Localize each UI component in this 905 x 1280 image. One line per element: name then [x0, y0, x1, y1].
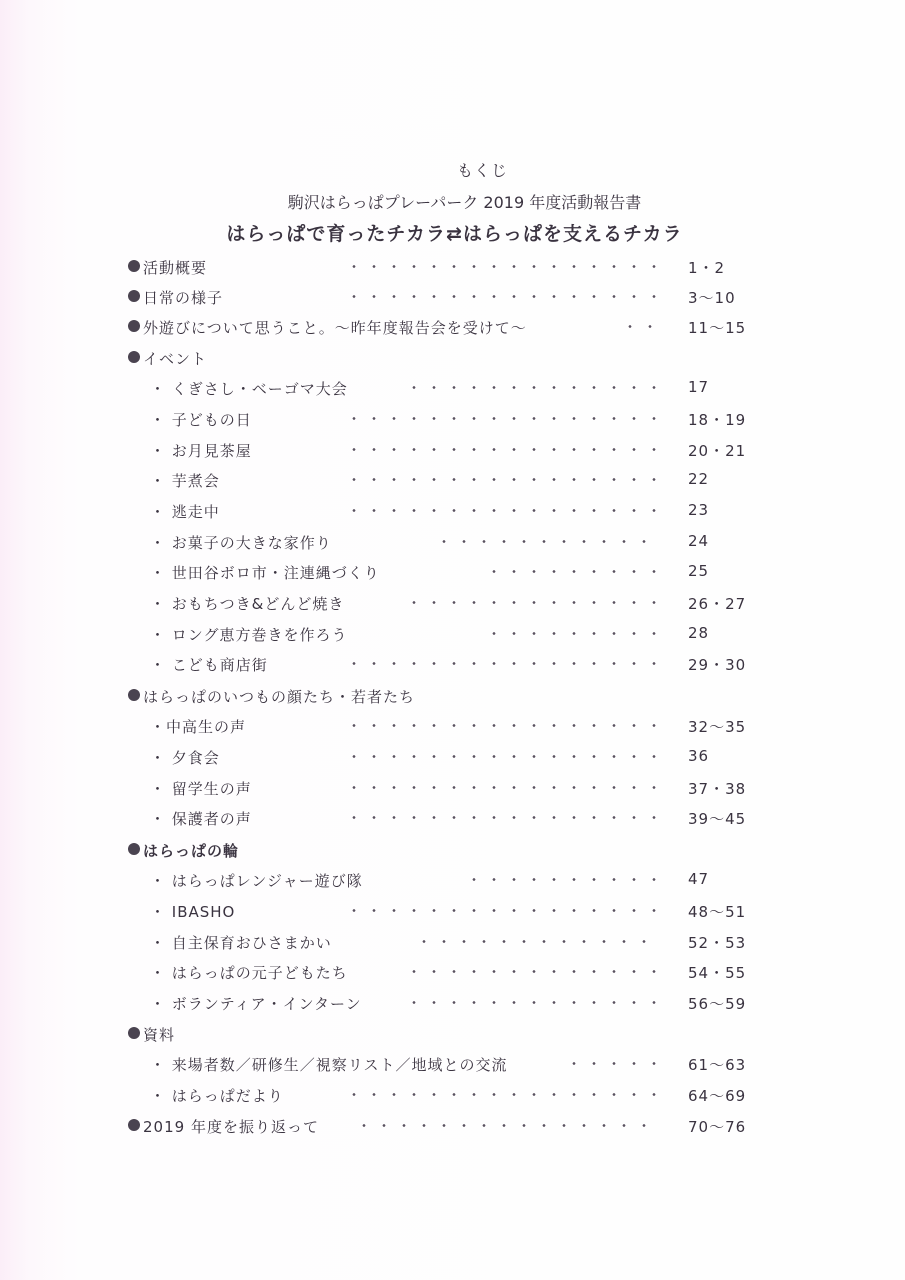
toc-section-label: 資料 — [143, 1026, 176, 1044]
toc-section-faces — [0, 684, 905, 708]
leader-dots — [414, 940, 660, 943]
leader-dots — [344, 265, 660, 268]
toc-entry — [0, 468, 905, 492]
toc-section-label: はらっぱの輪 — [143, 842, 240, 860]
toc-entry-label: 外遊びについて思うこと。～昨年度報告会を受けて～ — [143, 319, 527, 337]
leader-dots — [344, 909, 660, 912]
toc-entry-reflection — [0, 1114, 905, 1138]
toc-entry-pages: 1・2 — [688, 259, 726, 277]
toc-entry-label: ・ 保護者の声 — [150, 810, 252, 828]
toc-entry-pages: 54・55 — [688, 964, 747, 982]
toc-entry-label: ・ 自主保育おひさまかい — [150, 934, 332, 952]
leader-dots — [404, 1001, 660, 1004]
bullet-icon — [128, 843, 140, 855]
leader-dots — [564, 1062, 660, 1065]
toc-entry-label: 2019 年度を振り返って — [143, 1118, 319, 1136]
toc-entry-label: ・ おもちつき&どんど焼き — [150, 595, 345, 613]
bullet-icon — [128, 320, 140, 332]
bullet-icon — [128, 689, 140, 701]
toc-entry — [0, 899, 905, 923]
leader-dots — [434, 540, 660, 543]
toc-entry-label: ・ 芋煮会 — [150, 472, 220, 490]
toc-section-events — [0, 346, 905, 370]
toc-entry — [0, 868, 905, 892]
toc-entry-pages: 11～15 — [688, 319, 747, 337]
toc-entry-label: ・ お菓子の大きな家作り — [150, 534, 332, 552]
toc-entry-pages: 25 — [688, 562, 710, 580]
toc-entry-label: ・ こども商店街 — [150, 656, 268, 674]
toc-entry-label: ・ はらっぱの元子どもたち — [150, 964, 348, 982]
toc-entry-label: ・ くぎさし・ベーゴマ大会 — [150, 380, 348, 398]
toc-entry — [0, 376, 905, 400]
toc-section-label: イベント — [143, 350, 208, 368]
toc-entry-pages: 26・27 — [688, 595, 747, 613]
leader-dots — [354, 1124, 660, 1127]
toc-entry-pages: 36 — [688, 747, 710, 765]
toc-entry-pages: 18・19 — [688, 411, 747, 429]
toc-entry — [0, 530, 905, 554]
toc-entry-pages: 61～63 — [688, 1056, 747, 1074]
leader-dots — [344, 509, 660, 512]
leader-dots — [344, 662, 660, 665]
toc-entry — [0, 1083, 905, 1107]
toc-entry-activity-overview — [0, 255, 905, 279]
toc-entry-pages: 3～10 — [688, 289, 736, 307]
toc-entry — [0, 806, 905, 830]
toc-entry-label: ・ 夕食会 — [150, 749, 220, 767]
toc-entry-pages: 22 — [688, 470, 710, 488]
leader-dots — [484, 570, 660, 573]
toc-entry-label: ・ はらっぱだより — [150, 1087, 284, 1105]
toc-entry — [0, 560, 905, 584]
leader-dots — [344, 816, 660, 819]
toc-entry — [0, 776, 905, 800]
toc-entry-pages: 28 — [688, 624, 710, 642]
toc-entry — [0, 407, 905, 431]
toc-entry — [0, 499, 905, 523]
leader-dots — [344, 755, 660, 758]
toc-section-circle — [0, 838, 905, 862]
leader-dots — [344, 1093, 660, 1096]
toc-section-materials — [0, 1022, 905, 1046]
toc-entry-label: ・ 来場者数／研修生／視察リスト／地域との交流 — [150, 1056, 508, 1074]
toc-entry — [0, 1052, 905, 1076]
toc-entry-pages: 52・53 — [688, 934, 747, 952]
leader-dots — [404, 601, 660, 604]
toc-entry-pages: 32～35 — [688, 718, 747, 736]
leader-dots — [344, 417, 660, 420]
toc-entry-label: ・ 世田谷ボロ市・注連縄づくり — [150, 564, 380, 582]
toc-entry-label: ・ 逃走中 — [150, 503, 220, 521]
toc-entry-label: ・ ボランティア・インターン — [150, 995, 362, 1013]
toc-entry-pages: 17 — [688, 378, 710, 396]
leader-dots — [344, 786, 660, 789]
toc-entry-outdoor-play — [0, 315, 905, 339]
toc-entry-pages: 23 — [688, 501, 710, 519]
toc-entry-pages: 47 — [688, 870, 710, 888]
toc-entry-pages: 20・21 — [688, 442, 747, 460]
toc-entry-label: ・ はらっぱレンジャー遊び隊 — [150, 872, 363, 890]
bullet-icon — [128, 260, 140, 272]
toc-entry-label: 活動概要 — [143, 259, 208, 277]
bullet-icon — [128, 290, 140, 302]
report-theme: はらっぱで育ったチカラ⇄はらっぱを支えるチカラ — [226, 223, 683, 245]
toc-entry — [0, 960, 905, 984]
toc-entry — [0, 991, 905, 1015]
toc-entry — [0, 930, 905, 954]
toc-entry-pages: 37・38 — [688, 780, 747, 798]
toc-entry — [0, 745, 905, 769]
bullet-icon — [128, 1119, 140, 1131]
toc-entry-pages: 24 — [688, 532, 710, 550]
leader-dots — [404, 970, 660, 973]
toc-entry-label: ・ 留学生の声 — [150, 780, 252, 798]
bullet-icon — [128, 351, 140, 363]
toc-entry-daily-life — [0, 285, 905, 309]
leader-dots — [484, 632, 660, 635]
contents-heading: もくじ — [456, 161, 508, 180]
toc-entry-pages: 56～59 — [688, 995, 747, 1013]
toc-entry — [0, 714, 905, 738]
toc-entry-label: ・ お月見茶屋 — [150, 442, 252, 460]
toc-entry — [0, 591, 905, 615]
toc-entry-label: ・ IBASHO — [150, 903, 236, 921]
leader-dots — [464, 878, 660, 881]
leader-dots — [620, 325, 664, 328]
toc-section-label: はらっぱのいつもの顔たち・若者たち — [143, 688, 416, 706]
toc-entry-pages: 70～76 — [688, 1118, 747, 1136]
toc-entry-pages: 48～51 — [688, 903, 747, 921]
toc-entry-label: ・ 子どもの日 — [150, 411, 252, 429]
leader-dots — [344, 478, 660, 481]
leader-dots — [344, 724, 660, 727]
toc-entry — [0, 622, 905, 646]
bullet-icon — [128, 1027, 140, 1039]
leader-dots — [344, 295, 660, 298]
toc-entry-pages: 39～45 — [688, 810, 747, 828]
toc-entry-label: ・中高生の声 — [150, 718, 247, 736]
leader-dots — [344, 448, 660, 451]
toc-entry — [0, 652, 905, 676]
toc-entry — [0, 438, 905, 462]
leader-dots — [404, 386, 660, 389]
toc-entry-label: ・ ロング恵方巻きを作ろう — [150, 626, 348, 644]
toc-entry-pages: 64～69 — [688, 1087, 747, 1105]
report-title: 駒沢はらっぱプレーパーク 2019 年度活動報告書 — [287, 193, 642, 212]
toc-entry-label: 日常の様子 — [143, 289, 224, 307]
toc-entry-pages: 29・30 — [688, 656, 747, 674]
